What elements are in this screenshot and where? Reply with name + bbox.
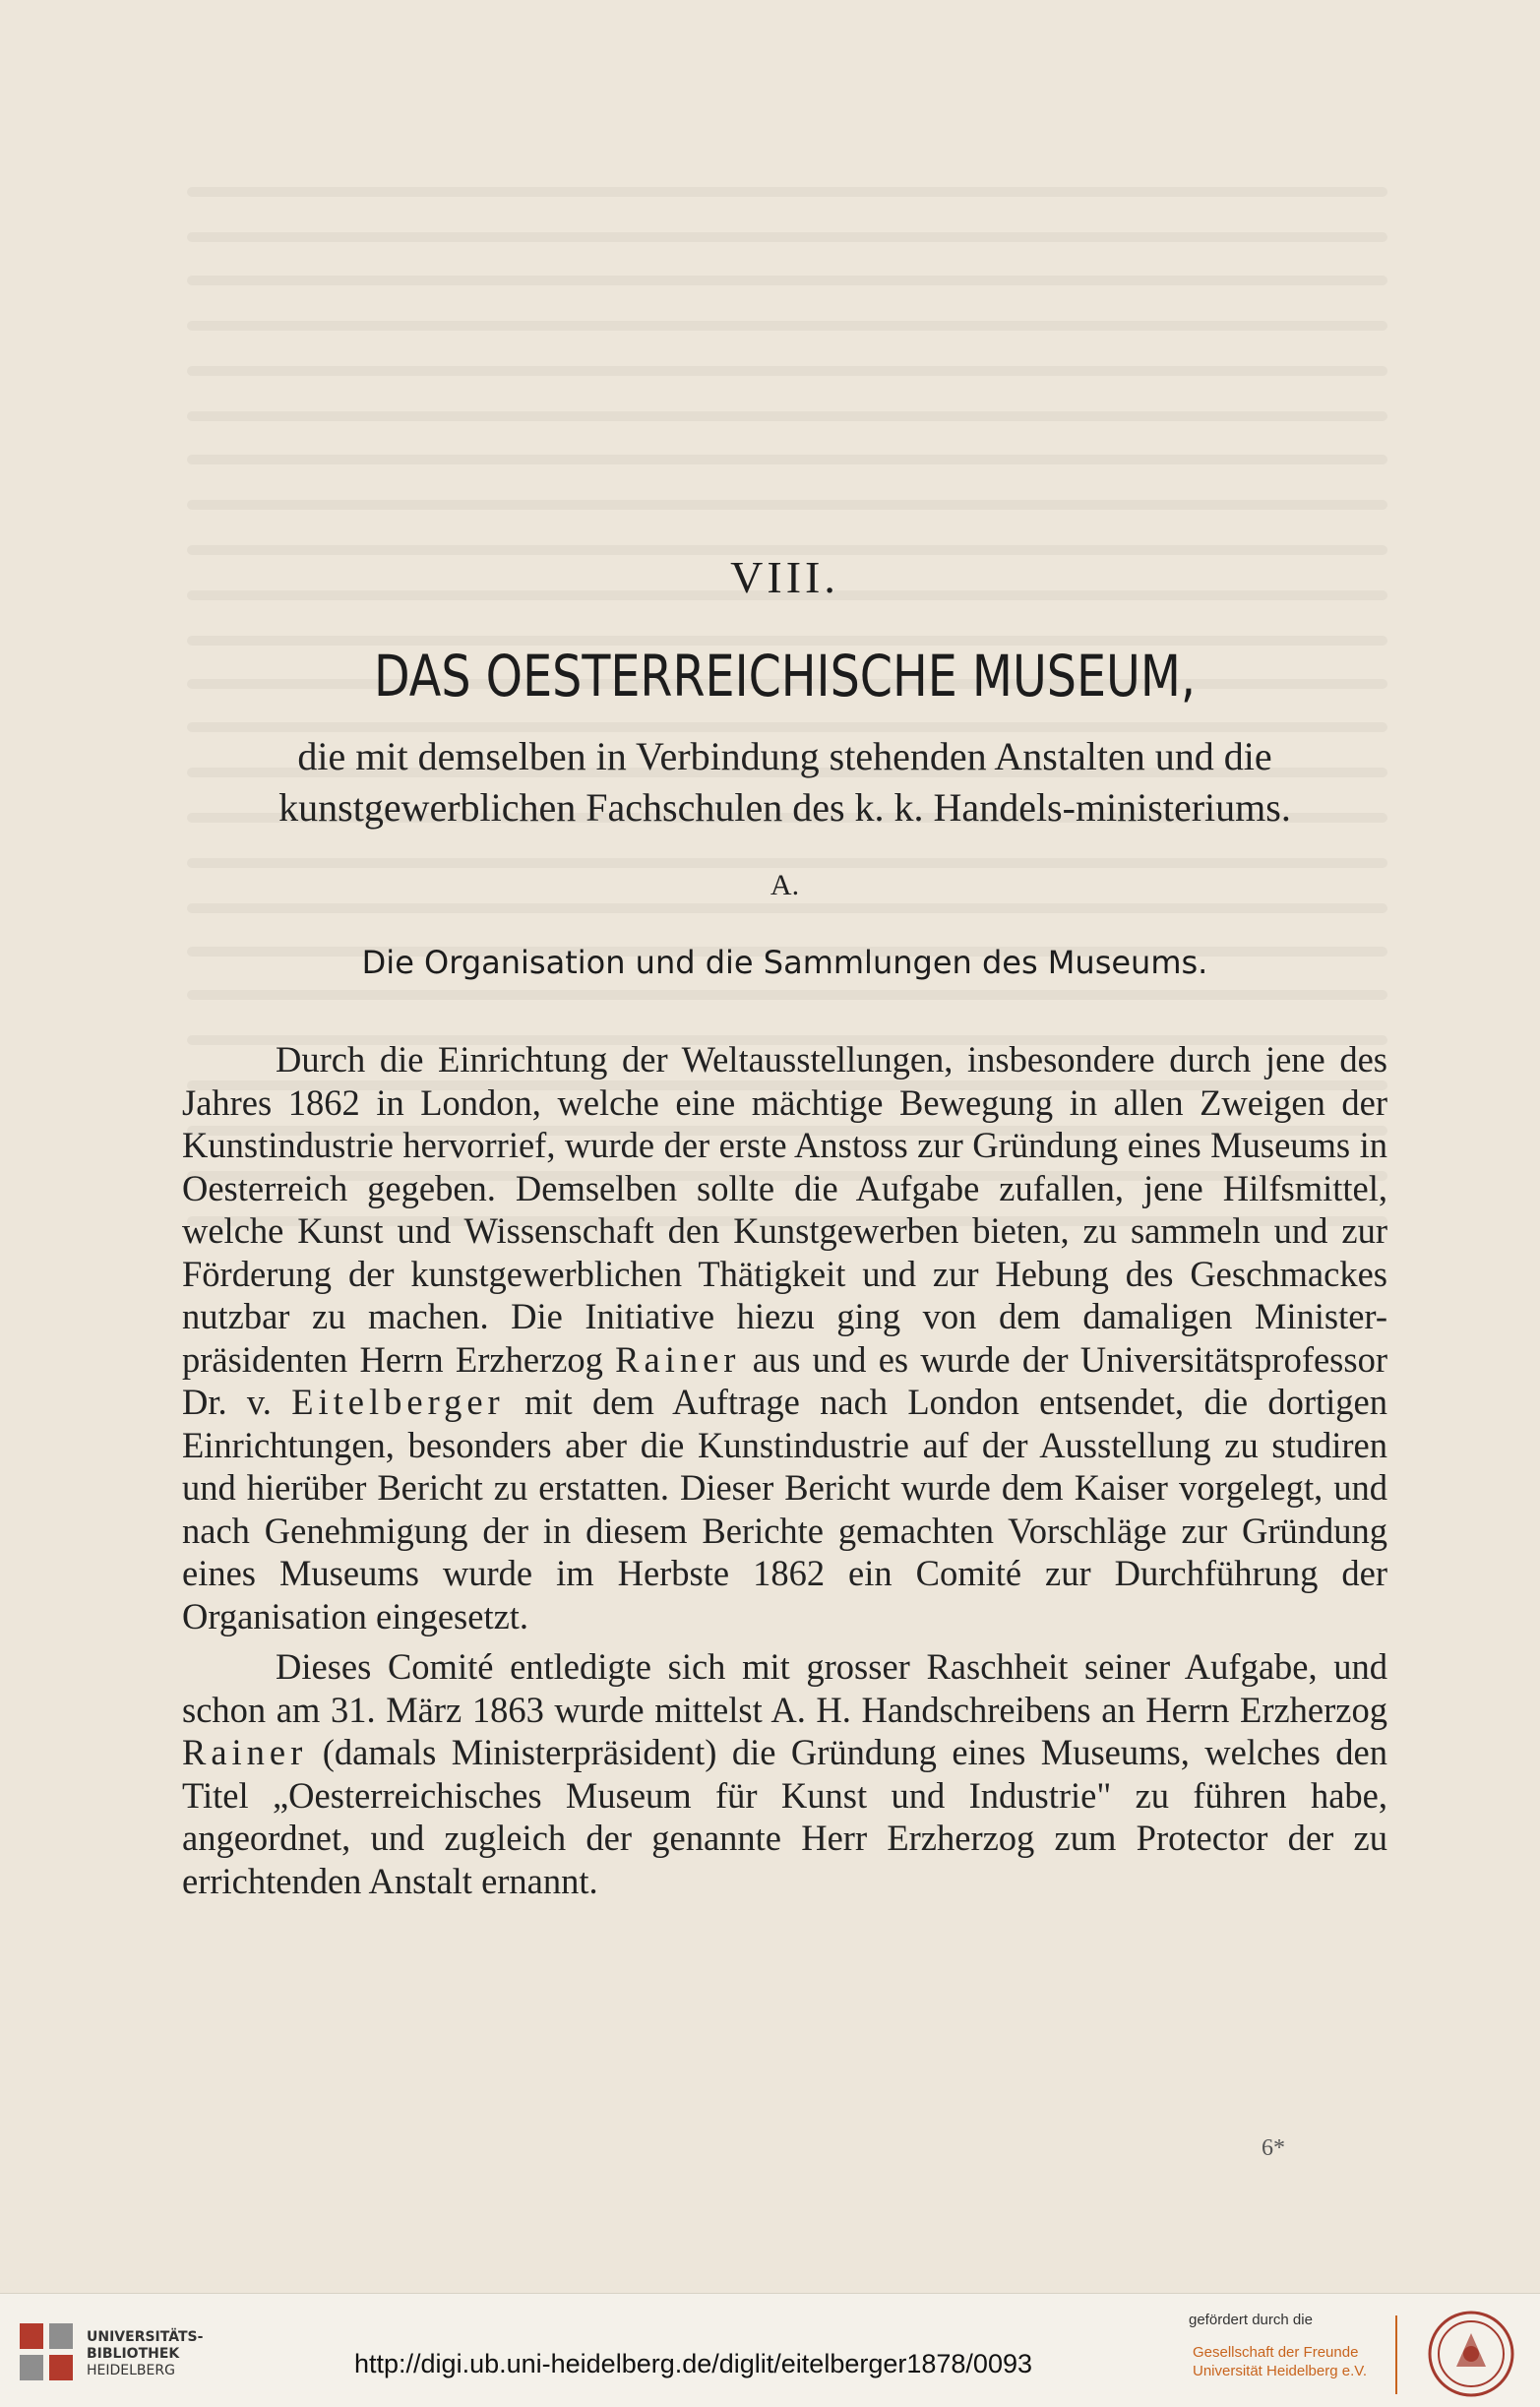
page-content (182, 522, 1387, 1902)
person-name-rainer-2: Rainer (182, 1732, 308, 1772)
sponsor-name (1193, 2343, 1367, 2380)
library-name (87, 2329, 203, 2379)
paragraph-1-text-c: mit dem Auftrage nach London entsendet, die dortigen Einrichtungen, besonders aber die Kunstindustrie auf der Ausstellung zu studiren und hierüber Bericht zu erstatten. Dieser Bericht wurde dem Kaiser vorgelegt, und nach Genehmigung der in diesem Berichte gemachten Vorschläge zur Gründung eines Museums wurde im Herbste 1862 ein Comité zur Durchführung der Organisation eingesetzt. (182, 1382, 1387, 1636)
section-heading: Die Organisation und die Sammlungen des Museums. (361, 944, 1208, 981)
university-library-logo-icon (18, 2321, 77, 2382)
library-name-line-3: HEIDELBERG (87, 2363, 175, 2378)
footer-bar (0, 2293, 1540, 2407)
permalink-url[interactable]: http://digi.ub.uni-heidelberg.de/diglit/eitelberger1878/0093 (354, 2349, 1033, 2378)
section-letter: A. (770, 869, 800, 901)
paragraph-1 (182, 1038, 1387, 1637)
paragraph-1-text-b: aus und es wurde der Universitätsprofessor Dr. v. (182, 1338, 1387, 1422)
person-name-rainer: Rainer (615, 1338, 741, 1380)
sponsor-name-line-1: Gesellschaft der Freunde (1193, 2344, 1359, 2361)
chapter-title: DAS OESTERREICHISCHE MUSEUM, (374, 643, 1196, 710)
person-name-eitelberger: Eitelberger (291, 1382, 505, 1422)
library-name-line-2: BIBLIOTHEK (87, 2346, 180, 2362)
paragraph-2 (182, 1645, 1387, 1902)
paragraph-2-text-a: Dieses Comité entledigte sich mit grosser Raschheit seiner Aufgabe, und schon am 31. März 1863 wurde mittelst A. H. Handschreibens an Herrn Erzherzog (182, 1646, 1387, 1730)
sponsor-name-line-2: Universität Heidelberg e.V. (1193, 2363, 1368, 2379)
footer-divider (1395, 2315, 1397, 2394)
sponsor-label: gefördert durch die (1189, 2312, 1313, 2328)
library-name-line-1: UNIVERSITÄTS- (87, 2329, 204, 2345)
paragraph-1-text-a: Durch die Einrichtung der Weltausstellungen, insbesondere durch jene des Jahres 1862 in London, welche eine mächtige Bewegung in allen Zweigen der Kunstindustrie hervorrief, wurde der erste Anstoss zur Gründung eines Museums in Oesterreich gegeben. Demselben sollte die Aufgabe zufallen, jene Hilfsmittel, welche Kunst und Wissenschaft den Kunstgewerben bieten, zu sammeln und zur Förderung der kunstgewerblichen Thätigkeit und zur Hebung des Geschmackes nutzbar zu machen. Die Initiative hiezu ging von dem damaligen Minister-präsidenten Herrn Erzherzog (182, 1039, 1387, 1380)
university-seal-icon (1417, 2310, 1525, 2398)
signature-mark: 6* (1262, 2135, 1285, 2161)
chapter-subtitle: die mit demselben in Verbindung stehenden Anstalten und die kunstgewerblichen Fachschulen des k. k. Handels-ministeriums. (278, 734, 1291, 830)
paragraph-2-text-b: (damals Ministerpräsident) die Gründung eines Museums, welches den Titel „Oesterreichisches Museum für Kunst und Industrie" zu führen habe, angeordnet, und zugleich der genannte Herr Erzherzog zum Protector der zu errichtenden Anstalt ernannt. (182, 1732, 1387, 1901)
chapter-numeral: VIII. (730, 552, 839, 602)
